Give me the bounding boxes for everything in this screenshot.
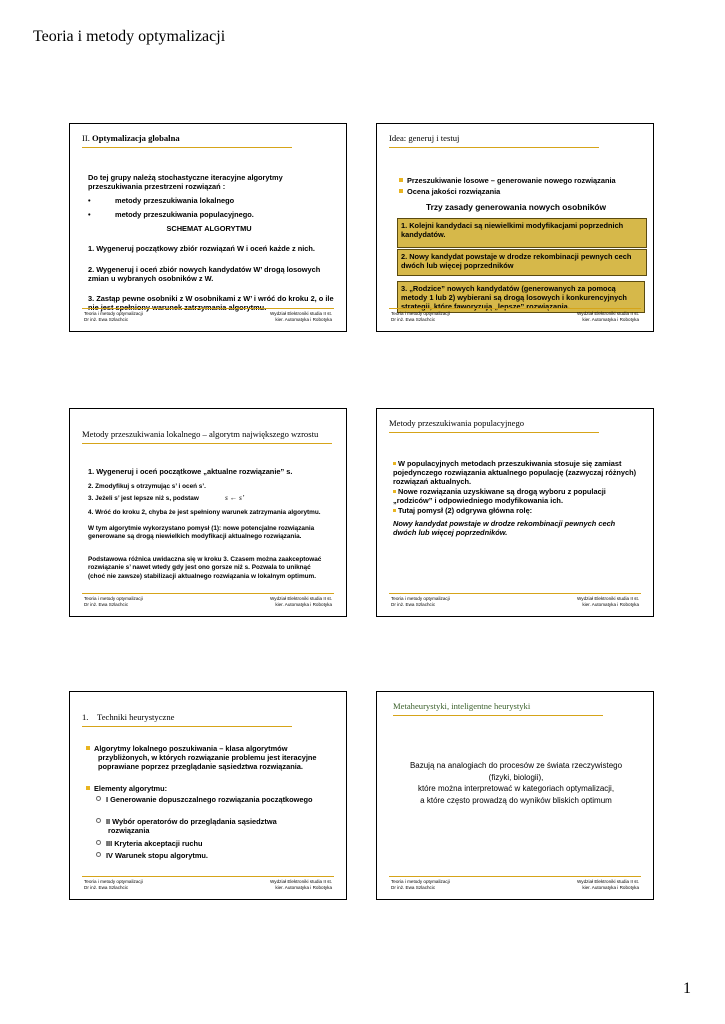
sub-bullet-icon: [96, 840, 101, 845]
slide-footer: [82, 876, 334, 893]
bullet-text: Nowe rozwiązania uzyskiwane są drogą wyboru z populacji „rodziców” i odpowiedniego modyfikowania ich.: [393, 487, 606, 505]
slide-techniki-heurystyczne: [69, 691, 347, 900]
assignment-formula: s ← s’: [225, 493, 245, 502]
footer-course: Teoria i metody optymalizacji: [84, 596, 143, 601]
rule-box: 2. Nowy kandydat powstaje w drodze rekombinacji pewnych cech dwóch lub więcej poprzedników: [397, 249, 647, 276]
body-line: które można interpretować w kategoriach optymalizacji,: [417, 784, 615, 793]
sub-item-text: III Kryteria akceptacji ruchu: [106, 839, 203, 848]
footer-major: kier. Automatyka i Robotyka: [275, 884, 332, 890]
footer-faculty: Wydział Elektroniki studia II st.: [270, 879, 332, 884]
sub-item: [96, 817, 313, 835]
bullet-item: [86, 784, 326, 793]
body-line: Bazują na analogiach do procesów ze świata rzeczywistego: [409, 761, 623, 770]
bullet-icon: [86, 746, 90, 750]
algorithm-step: 1. Wygeneruj i oceń początkowe „aktualne rozwiązanie” s.: [88, 467, 293, 476]
footer-course: Teoria i metody optymalizacji: [84, 879, 143, 884]
bullet-item: [393, 506, 638, 515]
footer-major: kier. Automatyka i Robotyka: [582, 884, 639, 890]
algorithm-step: 1. Wygeneruj początkowy zbiór rozwiązań W i oceń każde z nich.: [88, 244, 315, 253]
rule-box: 1. Kolejni kandydaci są niewielkimi modyfikacjami poprzednich kandydatów.: [397, 218, 647, 248]
intro-text: Do tej grupy należą stochastyczne iteracyjne algorytmy przeszukiwania przestrzeni rozwiązań :: [88, 173, 283, 191]
bullet-item: [393, 487, 638, 505]
rule-box: 3. „Rodzice” nowych kandydatów (generowanych za pomocą metody 1 lub 2) wybierani są drogą losowych i konkurencyjnych strategii, które faworyzują „lepsze” rozwiązania.: [397, 281, 645, 313]
slide-metaheurystyki: [376, 691, 654, 900]
sub-bullet-icon: [96, 818, 101, 823]
slide-title: Metaheurystyki, inteligentne heurystyki: [393, 701, 603, 716]
sub-bullet-icon: [96, 796, 101, 801]
page-number: 1: [683, 980, 691, 997]
algorithm-step: 2. Wygeneruj i oceń zbiór nowych kandydatów W’ drogą losowych zmian u wybranych osobników z W.: [88, 265, 321, 283]
slide-title-text: Optymalizacja globalna: [92, 133, 180, 143]
bullet-item: [399, 187, 649, 196]
bullet-text: Ocena jakości rozwiązania: [407, 187, 501, 196]
bullet-item: • metody przeszukiwania lokalnego: [88, 196, 235, 205]
algorithm-step: 3. Zastąp pewne osobniki z W osobnikami z W’ i wróć do kroku 2, o ile nie jest spełniony warunek zatrzymania algorytmu.: [88, 294, 334, 312]
bullet-text: metody przeszukiwania populacyjnego.: [115, 210, 254, 219]
slide-title-text: Techniki heurystyczne: [97, 712, 175, 722]
slide-footer: [82, 308, 334, 325]
footer-author: Dr inż. Ewa Szlachcic: [84, 316, 129, 322]
slide-przeszukiwanie-lokalne: [69, 408, 347, 617]
italic-conclusion: Nowy kandydat powstaje w drodze rekombinacji pewnych cech dwóch lub więcej poprzedników.: [393, 519, 616, 537]
bullet-text: metody przeszukiwania lokalnego: [115, 196, 235, 205]
slide-footer: [389, 308, 641, 325]
slide-title-number: II.: [82, 133, 90, 143]
sub-item-text: II Wybór operatorów do przeglądania sąsiedztwa rozwiązania: [106, 817, 277, 835]
bullet-item: [86, 744, 330, 771]
bullet-icon: [393, 490, 396, 493]
algorithm-heading: SCHEMAT ALGORYTMU: [166, 224, 252, 233]
footer-major: kier. Automatyka i Robotyka: [275, 601, 332, 607]
footer-faculty: Wydział Elektroniki studia II st.: [577, 879, 639, 884]
sub-item-text: IV Warunek stopu algorytmu.: [106, 851, 208, 860]
sub-item: [96, 795, 313, 804]
document-title: Teoria i metody optymalizacji: [33, 28, 226, 45]
bullet-text: W populacyjnych metodach przeszukiwania stosuje się zamiast pojedynczego rozwiązania aktualnego populację (zazwyczaj różnych) rozwiązań aktualnych.: [393, 459, 637, 486]
slide-footer: [82, 593, 334, 610]
footer-author: Dr inż. Ewa Szlachcic: [84, 601, 129, 607]
bullet-icon: [393, 509, 396, 512]
slide-title: [82, 133, 292, 148]
footer-author: Dr inż. Ewa Szlachcic: [84, 884, 129, 890]
rules-heading: Trzy zasady generowania nowych osobników: [425, 202, 607, 212]
body-line: (fizyki, biologii),: [488, 772, 544, 782]
bullet-text: Przeszukiwanie losowe – generowanie nowego rozwiązania: [407, 176, 616, 185]
bullet-item: • metody przeszukiwania populacyjnego.: [88, 210, 254, 219]
bullet-icon: [399, 189, 403, 193]
body-line: a które często prowadzą do wyników bliskich optimum: [420, 795, 612, 805]
sub-bullet-icon: [96, 852, 101, 857]
bullet-item: [393, 459, 638, 486]
algorithm-step: 4. Wróć do kroku 2, chyba że jest spełniony warunek zatrzymania algorytmu.: [88, 509, 321, 516]
bullet-text: Elementy algorytmu:: [94, 784, 168, 793]
footer-course: Teoria i metody optymalizacji: [391, 879, 450, 884]
bullet-icon: [399, 178, 403, 182]
slide-optymalizacja-globalna: [69, 123, 347, 332]
slide-title: Idea: generuj i testuj: [389, 133, 599, 148]
slide-footer: [389, 593, 641, 610]
slide-title: [82, 712, 292, 727]
footer-major: kier. Automatyka i Robotyka: [582, 601, 639, 607]
slide-przeszukiwanie-populacyjne: [376, 408, 654, 617]
footer-author: Dr inż. Ewa Szlachcic: [391, 884, 436, 890]
footer-course: Teoria i metody optymalizacji: [391, 311, 450, 316]
footer-faculty: Wydział Elektroniki studia II st.: [270, 311, 332, 316]
footer-faculty: Wydział Elektroniki studia II st.: [577, 311, 639, 316]
bullet-item: [399, 176, 649, 185]
bullet-icon: [393, 462, 396, 465]
bullet-text: Algorytmy lokalnego poszukiwania – klasa algorytmów przybliżonych, w których rozwiązanie problemu jest iteracyjne poprawiane poprzez przeglądanie sąsiedztwa rozwiązania.: [94, 744, 317, 771]
footer-faculty: Wydział Elektroniki studia II st.: [270, 596, 332, 601]
footer-major: kier. Automatyka i Robotyka: [582, 316, 639, 322]
footer-course: Teoria i metody optymalizacji: [391, 596, 450, 601]
slide-generuj-i-testuj: [376, 123, 654, 332]
bullet-icon: [86, 786, 90, 790]
algorithm-step: 3. Jeżeli s’ jest lepsze niż s, podstaw: [88, 495, 199, 502]
footer-author: Dr inż. Ewa Szlachcic: [391, 601, 436, 607]
slide-title: Metody przeszukiwania populacyjnego: [389, 418, 599, 433]
footer-course: Teoria i metody optymalizacji: [84, 311, 143, 316]
sub-item: [96, 851, 316, 860]
explanation-paragraph: W tym algorytmie wykorzystano pomysł (1): nowe potencjalne rozwiązania generowane są drogą niewielkich modyfikacji aktualnego rozwiązania.: [88, 525, 315, 541]
sub-item: [96, 839, 316, 848]
algorithm-step: 2. Zmodyfikuj s otrzymując s’ i oceń s’.: [88, 483, 206, 490]
footer-major: kier. Automatyka i Robotyka: [275, 316, 332, 322]
slide-title: Metody przeszukiwania lokalnego – algorytm największego wzrostu: [82, 429, 332, 444]
sub-item-text: I Generowanie dopuszczalnego rozwiązania początkowego: [106, 795, 313, 804]
footer-author: Dr inż. Ewa Szlachcic: [391, 316, 436, 322]
bullet-text: Tutaj pomysł (2) odgrywa główna rolę:: [398, 506, 533, 515]
slide-title-number: 1.: [82, 712, 89, 722]
explanation-paragraph: Podstawowa różnica uwidaczna się w kroku 3. Czasem można zaakceptować rozwiązanie s’ nawet wtedy gdy jest ono gorsze niż s. Pozwala to uniknąć (choć nie zawsze) stabilizacji aktualnego rozwiązania w lokalnym optimum.: [88, 556, 322, 580]
footer-faculty: Wydział Elektroniki studia II st.: [577, 596, 639, 601]
slide-footer: [389, 876, 641, 893]
